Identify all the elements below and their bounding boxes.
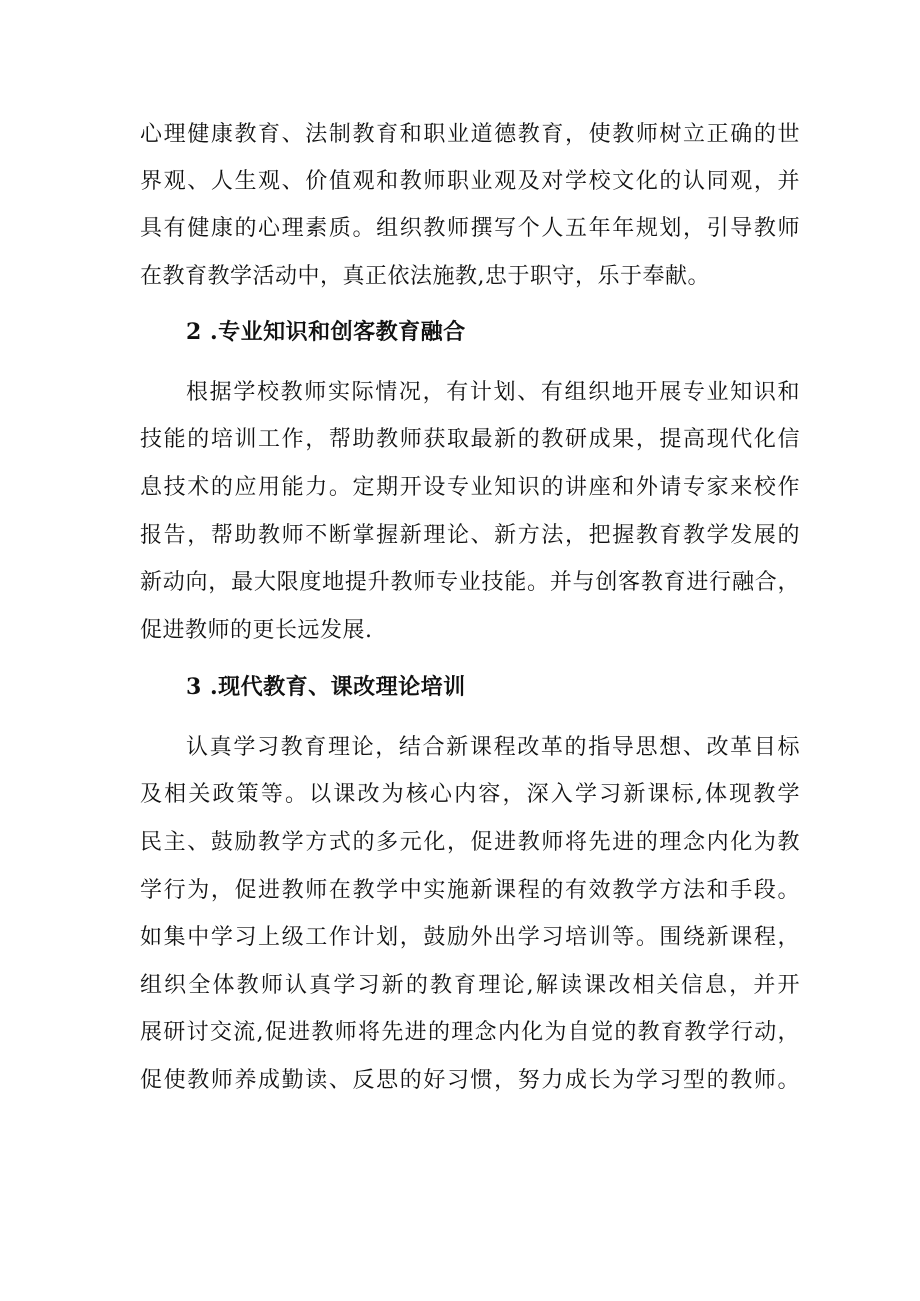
section-2-line: 根据学校教师实际情况，有计划、有组织地开展专业知识和 — [186, 380, 800, 405]
section-3-heading: 3 .现代教育、课改理论培训 — [186, 674, 466, 700]
section-2-line: 促进教师的更长远发展. — [140, 618, 373, 643]
section-2-line: 息技术的应用能力。定期开设专业知识的讲座和外请专家来校作 — [140, 475, 800, 500]
section-3-line: 展研讨交流,促进教师将先进的理念内化为自觉的教育教学行动， — [140, 1020, 800, 1045]
paragraph-1-line: 心理健康教育、法制教育和职业道德教育，使教师树立正确的世 — [140, 122, 800, 147]
section-3-line: 认真学习教育理论，结合新课程改革的指导思想、改革目标 — [186, 735, 800, 760]
section-3-line: 如集中学习上级工作计划，鼓励外出学习培训等。围绕新课程， — [140, 925, 800, 950]
section-3-line: 及相关政策等。以课改为核心内容，深入学习新课标,体现教学 — [140, 782, 800, 807]
section-2-heading: 2 .专业知识和创客教育融合 — [186, 319, 466, 345]
section-3-line: 学行为，促进教师在教学中实施新课程的有效教学方法和手段。 — [140, 878, 800, 903]
section-2-line: 技能的培训工作，帮助教师获取最新的教研成果，提高现代化信 — [140, 427, 800, 452]
section-3-line: 组织全体教师认真学习新的教育理论,解读课改相关信息，并开 — [140, 973, 800, 998]
section-3-line: 促使教师养成勤读、反思的好习惯，努力成长为学习型的教师。 — [140, 1068, 800, 1093]
section-2-line: 报告，帮助教师不断掌握新理论、新方法，把握教育教学发展的 — [140, 523, 800, 548]
section-3-line: 民主、鼓励教学方式的多元化，促进教师将先进的理念内化为教 — [140, 830, 800, 855]
section-2-line: 新动向，最大限度地提升教师专业技能。并与创客教育进行融合， — [140, 570, 800, 595]
paragraph-1-line: 在教育教学活动中，真正依法施教,忠于职守，乐于奉献。 — [140, 264, 710, 289]
paragraph-1-line: 具有健康的心理素质。组织教师撰写个人五年年规划，引导教师 — [140, 216, 800, 241]
paragraph-1-line: 界观、人生观、价值观和教师职业观及对学校文化的认同观，并 — [140, 169, 800, 194]
